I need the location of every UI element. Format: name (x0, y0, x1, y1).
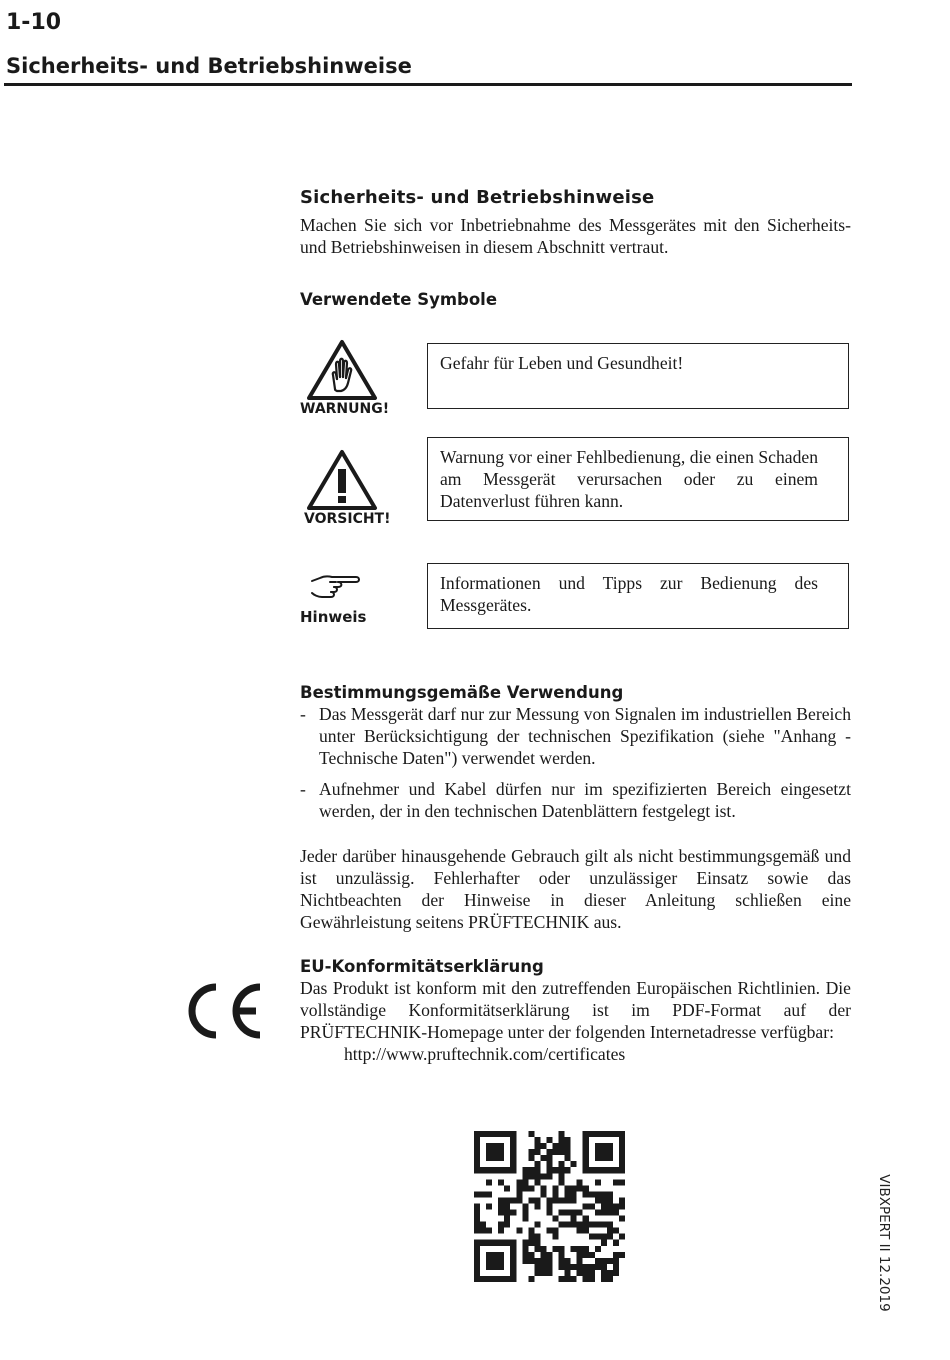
running-header-title: Sicherheits- und Betriebshinweise (6, 54, 412, 78)
usage-bullet-2 (300, 778, 851, 822)
usage-bullet-1 (300, 703, 851, 769)
header-divider (4, 83, 852, 86)
hint-label: Hinweis (300, 608, 367, 626)
pointing-hand-icon (310, 573, 362, 601)
section-title: Sicherheits- und Betriebshinweise (300, 187, 655, 208)
warning-text: Gefahr für Leben und Gesundheit! (440, 353, 684, 373)
side-note (872, 1176, 896, 1310)
eu-heading: EU-Konformitätserklärung (300, 957, 544, 976)
caution-text: Warnung vor einer Fehlbedienung, die einen Schaden am Messgerät verursachen oder zu einem Datenverlust führen kann. (440, 447, 818, 511)
caution-box (427, 437, 849, 521)
certificates-link[interactable]: http://www.pruftechnik.com/certificates (344, 1044, 626, 1064)
warning-box (427, 343, 849, 409)
document-version: VIBXPERT II 12.2019 (876, 1174, 892, 1312)
eu-text: Das Produkt ist konform mit den zutreffenden Europäischen Richtlinien. Die vollständige Konformitätserklärung ist im PDF-Format auf der PRÜFTECHNIK-Homepage unter der folgenden Internetadresse verfügbar: (300, 978, 851, 1042)
usage-bullet-1-text: Das Messgerät darf nur zur Messung von Signalen im industriellen Bereich unter Berücksichtigung der technischen Spezifikation (siehe "Anhang - Technische Daten") verwendet werden. (319, 704, 851, 768)
bullet-dash: - (300, 704, 306, 724)
usage-bullet-2-text: Aufnehmer und Kabel dürfen nur im spezifizierten Bereich eingesetzt werden, der in den technischen Datenblättern festgelegt ist. (319, 779, 851, 821)
section-intro: Machen Sie sich vor Inbetriebnahme des Messgerätes mit den Sicherheits- und Betriebshinweisen in diesem Abschnitt vertraut. (300, 215, 851, 257)
usage-paragraph: Jeder darüber hinausgehende Gebrauch gilt als nicht bestimmungsgemäß und ist unzulässig. Fehlerhafter oder unzulässiger Einsatz sowie das Nichtbeachten der Hinweise in dieser Anleitung schließen eine Gewährleistung seitens PRÜFTECHNIK aus. (300, 846, 851, 932)
caution-label: VORSICHT! (304, 511, 391, 527)
warning-label: WARNUNG! (300, 401, 390, 417)
ce-mark-icon (180, 980, 264, 1042)
bullet-dash: - (300, 779, 306, 799)
hint-text: Informationen und Tipps zur Bedienung des Messgerätes. (440, 573, 818, 615)
hint-box (427, 563, 849, 629)
caution-exclamation-icon (306, 449, 378, 511)
usage-heading: Bestimmungsgemäße Verwendung (300, 683, 624, 702)
page-number: 1-10 (6, 10, 62, 35)
qr-code-icon (474, 1131, 625, 1282)
symbols-heading: Verwendete Symbole (300, 290, 498, 309)
warning-hand-icon (306, 339, 378, 401)
